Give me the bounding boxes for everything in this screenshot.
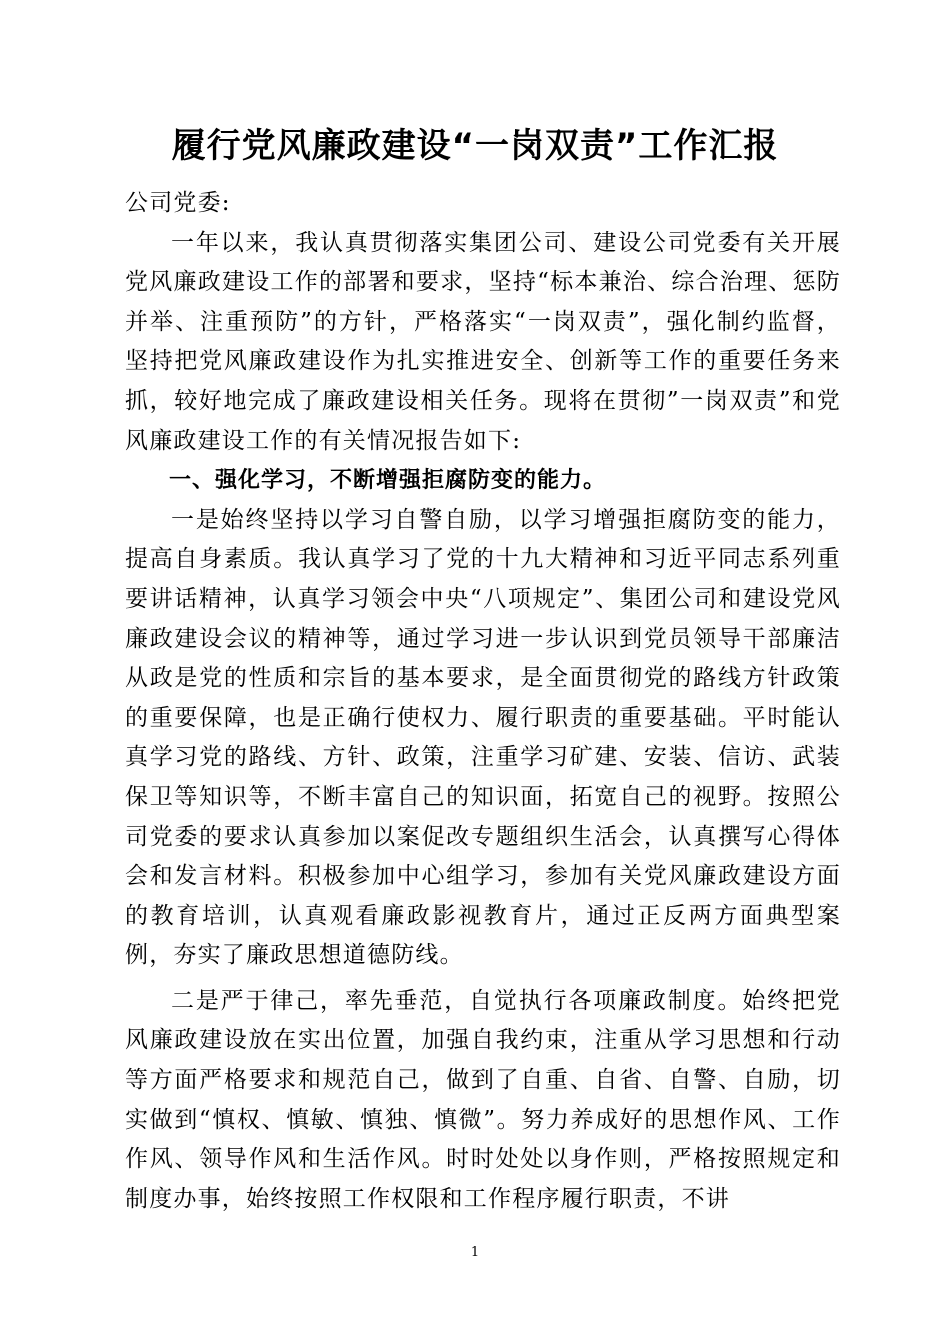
document-title: 履行党风廉政建设“一岗双责”工作汇报 xyxy=(171,126,779,166)
section-heading: 一、强化学习，不断增强拒腐防变的能力。 xyxy=(169,468,607,494)
body-paragraph: 二是严于律己，率先垂范，自觉执行各项廉政制度。始终把党风廉政建设放在实出位置，加强自我约束，注重从学习思想和行动等方面严格要求和规范自己，做到了自重、自省、自警、自励，切实做到“慎权、慎敏、慎独、慎微”。努力养成好的思想作风、工作作风、领导作风和生活作风。时时处处以身作则，严格按照规定和制度办事，始终按照工作权限和工作程序履行职责，不讲 xyxy=(125,987,841,1212)
document-body xyxy=(125,184,841,1219)
body-paragraph: 一是始终坚持以学习自警自励，以学习增强拒腐防变的能力，提高自身素质。我认真学习了党的十九大精神和习近平同志系列重要讲话精神，认真学习领会中央“八项规定”、集团公司和建设党风廉政建设会议的精神等，通过学习进一步认识到党员领导干部廉洁从政是党的性质和宗旨的基本要求，是全面贯彻党的路线方针政策的重要保障，也是正确行使权力、履行职责的重要基础。平时能认真学习党的路线、方针、政策，注重学习矿建、安装、信访、武装保卫等知识等，不断丰富自己的知识面，拓宽自己的视野。按照公司党委的要求认真参加以案促改专题组织生活会，认真撰写心得体会和发言材料。积极参加中心组学习，参加有关党风廉政建设方面的教育培训，认真观看廉政影视教育片，通过正反两方面典型案例，夯实了廉政思想道德防线。 xyxy=(125,506,841,969)
salutation: 公司党委: xyxy=(125,190,231,216)
page-number: 1 xyxy=(470,1245,480,1260)
intro-paragraph: 一年以来，我认真贯彻落实集团公司、建设公司党委有关开展党风廉政建设工作的部署和要求，坚持“标本兼治、综合治理、惩防并举、注重预防”的方针，严格落实“一岗双责”，强化制约监督，坚持把党风廉政建设作为扎实推进安全、创新等工作的重要任务来抓，较好地完成了廉政建设相关任务。现将在贯彻”一岗双责”和党风廉政建设工作的有关情况报告如下: xyxy=(125,229,841,454)
